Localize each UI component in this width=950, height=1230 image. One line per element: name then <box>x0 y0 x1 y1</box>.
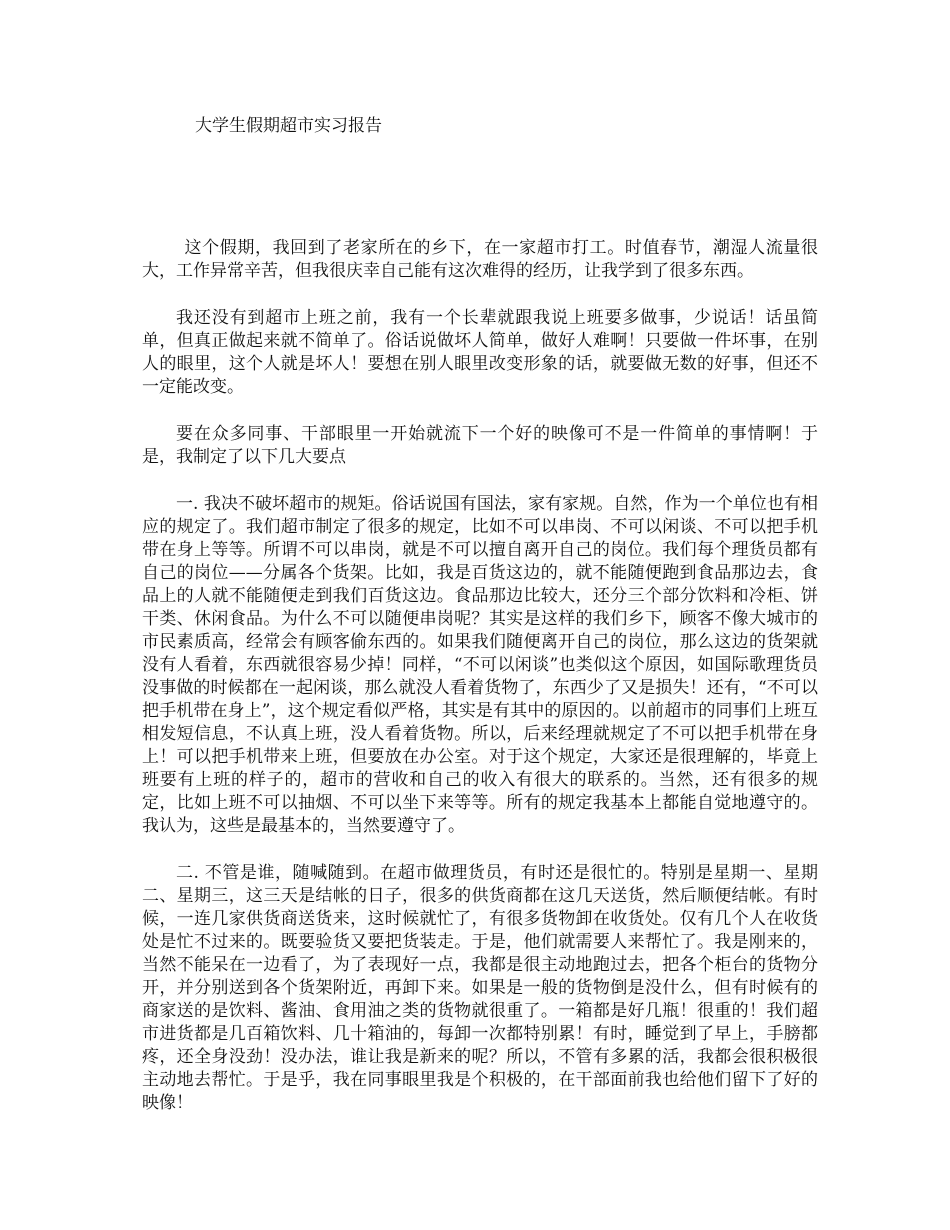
paragraph-key-points-intro: 要在众多同事、干部眼里一开始就流下一个好的映像可不是一件简单的事情啊！于是，我制定了以下几大要点 <box>142 424 818 467</box>
document-body <box>142 237 818 1139</box>
paragraph-intro: 这个假期，我回到了老家所在的乡下，在一家超市打工。时值春节，潮湿人流量很大，工作异常辛苦，但我很庆幸自己能有这次难得的经历，让我学到了很多东西。 <box>142 238 818 281</box>
paragraph-elder-advice: 我还没有到超市上班之前，我有一个长辈就跟我说上班要多做事，少说话！话虽简单，但真正做起来就不简单了。俗话说做坏人简单，做好人难啊！只要做一件坏事，在别人的眼里，这个人就是坏人！要想在别人眼里改变形象的话，就要做无数的好事，但还不一定能改变。 <box>142 308 818 397</box>
paragraph-point-one-rules: 一. 我决不破坏超市的规矩。俗话说国有国法，家有家规。自然，作为一个单位也有相应的规定了。我们超市制定了很多的规定，比如不可以串岗、不可以闲谈、不可以把手机带在身上等等。所谓不可以串岗，就是不可以擅自离开自己的岗位。我们每个理货员都有自己的岗位——分属各个货架。比如，我是百货这边的，就不能随便跑到食品那边去，食品上的人就不能随便走到我们百货这边。食品那边比较大，还分三个部分饮料和冷柜、饼干类、休闲食品。为什么不可以随便串岗呢？其实是这样的我们乡下，顾客不像大城市的市民素质高，经常会有顾客偷东西的。如果我们随便离开自己的岗位，那么这边的货架就没有人看着，东西就很容易少掉！同样，“不可以闲谈”也类似这个原因，如国际歌理货员没事做的时候都在一起闲谈，那么就没人看着货物了，东西少了又是损失！还有，“不可以把手机带在身上”，这个规定看似严格，其实是有其中的原因的。以前超市的同事们上班互相发短信息，不认真上班，没人看着货物。所以，后来经理就规定了不可以把手机带在身上！可以把手机带来上班，但要放在办公室。对于这个规定，大家还是很理解的，毕竟上班要有上班的样子的，超市的营收和自己的收入有很大的联系的。当然，还有很多的规定，比如上班不可以抽烟、不可以坐下来等等。所有的规定我基本上都能自觉地遵守的。我认为，这些是最基本的，当然要遵守了。 <box>142 494 818 836</box>
document-title: 大学生假期超市实习报告 <box>195 116 382 136</box>
paragraph-point-two-on-call: 二. 不管是谁，随喊随到。在超市做理货员，有时还是很忙的。特别是星期一、星期二、星期三，这三天是结帐的日子，很多的供货商都在这几天送货，然后顺便结帐。有时候，一连几家供货商送货来，这时候就忙了，有很多货物卸在收货处。仅有几个人在收货处是忙不过来的。既要验货又要把货装走。于是，他们就需要人来帮忙了。我是刚来的，当然不能呆在一边看了，为了表现好一点，我都是很主动地跑过去，把各个柜台的货物分开，并分别送到各个货架附近，再卸下来。如果是一般的货物倒是没什么，但有时候有的商家送的是饮料、酱油、食用油之类的货物就很重了。一箱都是好几瓶！很重的！我们超市进货都是几百箱饮料、几十箱油的，每卸一次都特别累！有时，睡觉到了早上，手膀都疼，还全身没劲！没办法，谁让我是新来的呢？所以，不管有多累的活，我都会很积极很主动地去帮忙。于是乎，我在同事眼里我是个积极的，在干部面前我也给他们留下了好的映像！ <box>142 863 818 1113</box>
